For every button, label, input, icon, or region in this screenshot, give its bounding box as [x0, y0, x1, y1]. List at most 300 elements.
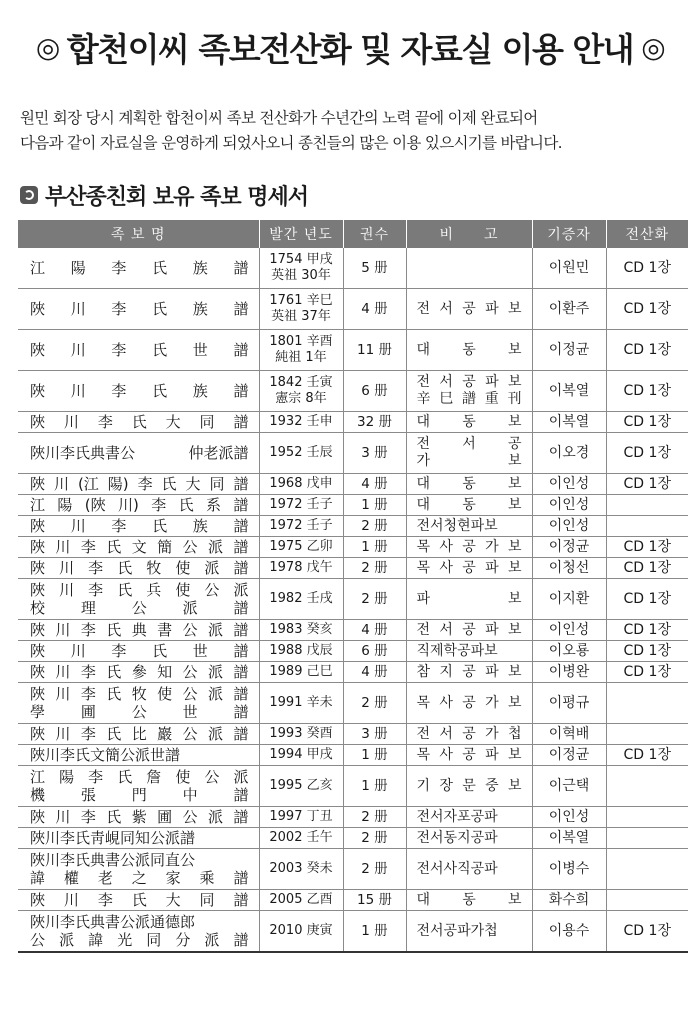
- text-segment: 公: [30, 931, 46, 949]
- cell-year: [259, 766, 343, 807]
- text-segment: 공: [462, 725, 476, 742]
- note-line: [417, 830, 522, 847]
- text-segment: 譜: [233, 663, 249, 681]
- cell-note: [406, 849, 532, 890]
- year-line: 憲宗 8年: [275, 391, 327, 406]
- text-segment: 川: [53, 475, 69, 493]
- text-segment: 보: [507, 777, 522, 794]
- text-segment: 파: [485, 621, 499, 638]
- table-header-row: [18, 220, 688, 248]
- year-line: 1993 癸酉: [269, 726, 333, 741]
- note-line: [417, 342, 522, 359]
- note-line: [417, 518, 522, 535]
- cell-note: [406, 890, 532, 911]
- name-line: [30, 891, 249, 909]
- intro-paragraph: [20, 106, 690, 156]
- cell-year: [259, 620, 343, 641]
- text-segment: 가: [485, 538, 499, 555]
- genealogy-table: [18, 220, 688, 953]
- year-line: 1761 辛巳: [269, 293, 333, 308]
- text-segment: 川: [55, 685, 71, 703]
- cell-digital: CD 1장: [606, 412, 688, 433]
- note-line: [417, 453, 522, 470]
- text-segment: 川: [70, 382, 86, 400]
- text-segment: 李: [80, 808, 96, 826]
- text-segment: 譜: [233, 642, 249, 660]
- text-segment: 派: [207, 621, 223, 639]
- text-segment: 서: [439, 374, 453, 390]
- cell-year: [259, 890, 343, 911]
- text-segment: 목: [416, 538, 431, 555]
- cell-name: [18, 558, 259, 579]
- table-row: [18, 289, 688, 330]
- text-segment: 同: [199, 413, 215, 431]
- cell-digital: [606, 766, 688, 807]
- text-segment: 李: [111, 382, 127, 400]
- cell-note: [406, 474, 532, 495]
- text-segment: 파: [416, 590, 431, 607]
- text-segment: 川: [63, 891, 79, 909]
- cell-note: [406, 807, 532, 828]
- text-segment: 전: [416, 621, 431, 638]
- cell-name: [18, 620, 259, 641]
- text-segment: 譜: [233, 621, 249, 639]
- note-line: [417, 809, 522, 826]
- cell-note: [406, 289, 532, 330]
- text-segment: 李: [97, 891, 113, 909]
- text-segment: 川: [59, 559, 75, 577]
- year-line: 1988 戊辰: [269, 643, 333, 658]
- cell-note: [406, 371, 532, 412]
- text-segment: 之: [131, 869, 147, 887]
- cell-year: [259, 662, 343, 683]
- year-line: 1952 壬辰: [269, 445, 333, 460]
- note-line: [417, 778, 522, 795]
- cell-name: [18, 890, 259, 911]
- text-segment: 大: [185, 475, 201, 493]
- name-line: [30, 869, 249, 887]
- text-segment: 使: [175, 559, 191, 577]
- text-segment: 大: [165, 413, 181, 431]
- text-segment: 氏: [178, 496, 194, 514]
- note-line: [417, 861, 522, 878]
- name-line: [30, 413, 249, 431]
- text-segment: 公: [204, 768, 220, 786]
- text-segment: 陜: [30, 663, 46, 681]
- cell-volumes: 15 册: [343, 890, 406, 911]
- text-segment: 派: [233, 581, 249, 599]
- text-segment: 川: [70, 300, 86, 318]
- text-segment: 譜: [233, 259, 249, 277]
- text-segment: 동: [462, 891, 476, 908]
- text-segment: 공: [462, 621, 476, 638]
- cell-note: [406, 433, 532, 474]
- text-segment: 譜: [233, 475, 249, 493]
- text-segment: 전서공파가첩: [416, 922, 498, 939]
- cell-donor: 이원민: [532, 248, 606, 289]
- text-segment: 氏: [106, 808, 122, 826]
- text-segment: 陽: [57, 496, 73, 514]
- text-segment: 圃: [157, 808, 173, 826]
- text-segment: 派: [207, 808, 223, 826]
- cell-digital: CD 1장: [606, 248, 688, 289]
- text-segment: 使: [157, 685, 173, 703]
- cell-name: [18, 474, 259, 495]
- table-row: [18, 807, 688, 828]
- text-segment: 氏: [117, 559, 133, 577]
- cell-volumes: 3 册: [343, 724, 406, 745]
- text-segment: 川: [70, 341, 86, 359]
- cell-volumes: 4 册: [343, 289, 406, 330]
- title-text: 합천이씨 족보전산화 및 자료실 이용 안내: [66, 29, 634, 69]
- cell-volumes: 2 册: [343, 579, 406, 620]
- cell-digital: [606, 495, 688, 516]
- year-line: 1995 乙亥: [269, 778, 333, 793]
- text-segment: 陜: [30, 341, 46, 359]
- text-segment: 전서청현파보: [416, 517, 498, 534]
- year-line: 1975 乙卯: [269, 539, 333, 554]
- cell-digital: CD 1장: [606, 558, 688, 579]
- text-segment: 川: [55, 808, 71, 826]
- text-segment: 刊: [507, 391, 522, 407]
- text-segment: 李: [111, 642, 127, 660]
- text-segment: 氏: [152, 642, 168, 660]
- cell-digital: CD 1장: [606, 289, 688, 330]
- cell-donor: 이혁배: [532, 724, 606, 745]
- text-segment: 兵: [146, 581, 162, 599]
- note-line: [417, 643, 522, 660]
- name-line: [30, 725, 249, 743]
- cell-volumes: 4 册: [343, 620, 406, 641]
- year-line: 1983 癸亥: [269, 622, 333, 637]
- cell-year: [259, 579, 343, 620]
- text-segment: 보: [507, 453, 522, 469]
- text-segment: 公: [204, 581, 220, 599]
- cell-note: [406, 620, 532, 641]
- year-line: 1801 辛酉: [269, 334, 333, 349]
- cell-note: [406, 828, 532, 849]
- year-line: 1978 戊午: [269, 560, 333, 575]
- text-segment: 氏: [152, 341, 168, 359]
- text-segment: 派: [182, 599, 198, 617]
- cell-year: [259, 248, 343, 289]
- text-segment: 公: [182, 725, 198, 743]
- text-segment: 公: [182, 685, 198, 703]
- text-segment: 氏: [106, 663, 122, 681]
- cell-donor: 이근택: [532, 766, 606, 807]
- name-line: [30, 599, 249, 617]
- text-segment: 族: [192, 259, 208, 277]
- table-row: [18, 248, 688, 289]
- cell-note: [406, 745, 532, 766]
- text-segment: 대: [416, 496, 431, 513]
- cell-name: [18, 495, 259, 516]
- text-segment: 목: [416, 746, 431, 763]
- header-name: 족 보 명: [18, 220, 259, 248]
- note-line: [417, 591, 522, 608]
- cell-year: [259, 724, 343, 745]
- text-segment: 分: [175, 931, 191, 949]
- cell-year: [259, 911, 343, 953]
- cell-name: [18, 683, 259, 724]
- text-segment: 諱: [88, 931, 104, 949]
- table-row: [18, 745, 688, 766]
- year-line: 1932 壬申: [269, 414, 333, 429]
- cell-digital: CD 1장: [606, 371, 688, 412]
- cell-volumes: 2 册: [343, 807, 406, 828]
- text-segment: 譜: [462, 391, 476, 407]
- text-segment: 諱: [30, 869, 46, 887]
- name-line: [30, 931, 249, 949]
- text-segment: 同: [146, 931, 162, 949]
- text-segment: 譜: [233, 496, 249, 514]
- intro-line: 다음과 같이 자료실을 운영하게 되었사오니 종친들의 많은 이용 있으시기를 바랍니다.: [20, 134, 562, 152]
- text-segment: 氏: [152, 382, 168, 400]
- text-segment: 川): [118, 496, 139, 514]
- text-segment: 中: [182, 786, 198, 804]
- text-segment: 譜: [233, 382, 249, 400]
- text-segment: 공: [462, 559, 476, 576]
- cell-donor: 화수희: [532, 890, 606, 911]
- cell-donor: 이인성: [532, 807, 606, 828]
- note-line: [417, 497, 522, 514]
- cell-name: [18, 289, 259, 330]
- text-segment: 重: [484, 391, 499, 407]
- text-segment: 比: [131, 725, 147, 743]
- cell-digital: [606, 724, 688, 745]
- text-segment: 家: [165, 869, 181, 887]
- note-line: [417, 414, 522, 431]
- text-segment: 氏: [106, 538, 122, 556]
- text-segment: 공: [462, 538, 476, 555]
- text-segment: 張: [80, 786, 96, 804]
- text-segment: 門: [131, 786, 147, 804]
- text-segment: 機: [30, 786, 46, 804]
- cell-donor: 이오룡: [532, 641, 606, 662]
- text-segment: 公: [182, 663, 198, 681]
- cell-donor: 이오경: [532, 433, 606, 474]
- name-line: [30, 663, 249, 681]
- year-line: 1754 甲戌: [269, 252, 333, 267]
- year-line: 1994 甲戌: [269, 747, 333, 762]
- cell-digital: CD 1장: [606, 433, 688, 474]
- cell-volumes: 2 册: [343, 516, 406, 537]
- text-segment: 대: [416, 341, 431, 358]
- name-line: [30, 259, 249, 277]
- text-segment: 공: [462, 694, 476, 711]
- text-segment: 전서동지공파: [416, 829, 498, 846]
- text-segment: 川: [55, 538, 71, 556]
- year-line: 1968 戊申: [269, 476, 333, 491]
- text-segment: 李: [151, 496, 167, 514]
- text-segment: 李: [80, 621, 96, 639]
- name-line: [30, 746, 249, 764]
- text-segment: 보: [507, 496, 522, 513]
- table-row: [18, 828, 688, 849]
- cell-year: [259, 849, 343, 890]
- table-row: [18, 911, 688, 953]
- text-segment: 李: [137, 475, 153, 493]
- text-segment: 李: [80, 725, 96, 743]
- cell-name: [18, 911, 259, 953]
- name-line: [30, 444, 249, 462]
- cell-volumes: 32 册: [343, 412, 406, 433]
- cell-volumes: 6 册: [343, 641, 406, 662]
- text-segment: 譜: [233, 891, 249, 909]
- cell-donor: 이복열: [532, 371, 606, 412]
- year-line: 2002 壬午: [269, 830, 333, 845]
- cell-donor: 이병완: [532, 662, 606, 683]
- text-segment: 譜: [233, 538, 249, 556]
- text-segment: 川: [63, 413, 79, 431]
- cell-note: [406, 516, 532, 537]
- text-segment: 譜: [233, 300, 249, 318]
- text-segment: 氏: [131, 891, 147, 909]
- cell-year: [259, 745, 343, 766]
- text-segment: 보: [507, 300, 522, 317]
- name-line: [30, 642, 249, 660]
- text-segment: 보: [507, 621, 522, 638]
- note-line: [417, 747, 522, 764]
- text-segment: 譜: [233, 517, 249, 535]
- name-line: [30, 581, 249, 599]
- text-segment: 기: [416, 777, 431, 794]
- text-segment: 보: [507, 891, 522, 908]
- text-segment: 중: [485, 777, 499, 794]
- cell-digital: CD 1장: [606, 745, 688, 766]
- page-title: [0, 12, 700, 82]
- text-segment: 陜川李氏典書公派同直公: [30, 851, 196, 869]
- cell-year: [259, 641, 343, 662]
- cell-donor: 이청선: [532, 558, 606, 579]
- table-row: [18, 433, 688, 474]
- text-segment: 가: [485, 694, 499, 711]
- text-segment: 陜: [30, 621, 46, 639]
- text-segment: 陜: [30, 475, 46, 493]
- text-segment: 陜: [30, 581, 46, 599]
- text-segment: 陜: [30, 517, 46, 535]
- section-bullet-icon: [20, 186, 38, 204]
- year-line: 2003 癸未: [269, 861, 333, 876]
- text-segment: 同: [199, 891, 215, 909]
- text-segment: 동: [462, 341, 476, 358]
- name-line: [30, 808, 249, 826]
- text-segment: 譜: [233, 599, 249, 617]
- text-segment: 公: [131, 703, 147, 721]
- text-segment: 詹: [146, 768, 162, 786]
- cell-year: [259, 289, 343, 330]
- text-segment: 譜: [233, 725, 249, 743]
- cell-name: [18, 662, 259, 683]
- table-row: [18, 558, 688, 579]
- cell-digital: CD 1장: [606, 911, 688, 953]
- text-segment: 사: [439, 694, 453, 711]
- text-segment: 書: [157, 621, 173, 639]
- text-segment: 族: [192, 300, 208, 318]
- text-segment: 光: [117, 931, 133, 949]
- cell-donor: 이정균: [532, 745, 606, 766]
- cell-year: [259, 495, 343, 516]
- cell-digital: [606, 683, 688, 724]
- text-segment: 派: [207, 538, 223, 556]
- text-segment: 譜: [233, 869, 249, 887]
- note-line: [417, 664, 522, 681]
- cell-year: [259, 412, 343, 433]
- cell-digital: CD 1장: [606, 579, 688, 620]
- text-segment: 族: [192, 382, 208, 400]
- text-segment: 참: [416, 663, 431, 680]
- header-year: 발간 년도: [259, 220, 343, 248]
- cell-volumes: 4 册: [343, 474, 406, 495]
- text-segment: 氏: [106, 685, 122, 703]
- name-line: [30, 475, 249, 493]
- cell-volumes: 11 册: [343, 330, 406, 371]
- cell-digital: [606, 849, 688, 890]
- cell-name: [18, 537, 259, 558]
- cell-donor: 이병수: [532, 849, 606, 890]
- text-segment: 파: [485, 374, 499, 390]
- text-segment: 사: [439, 538, 453, 555]
- note-line: [417, 436, 522, 453]
- text-segment: 파: [485, 300, 499, 317]
- cell-name: [18, 828, 259, 849]
- name-line: [30, 517, 249, 535]
- text-segment: 氏: [117, 581, 133, 599]
- text-segment: 江: [30, 768, 46, 786]
- cell-name: [18, 371, 259, 412]
- text-segment: 李: [111, 259, 127, 277]
- text-segment: 서: [439, 621, 453, 638]
- cell-year: [259, 558, 343, 579]
- text-segment: 가: [416, 453, 431, 469]
- text-segment: 李: [111, 341, 127, 359]
- text-segment: 전: [416, 725, 431, 742]
- cell-volumes: 6 册: [343, 371, 406, 412]
- header-volumes: 권수: [343, 220, 406, 248]
- table-row: [18, 724, 688, 745]
- cell-digital: CD 1장: [606, 662, 688, 683]
- text-segment: 辛: [416, 391, 431, 407]
- cell-volumes: 2 册: [343, 849, 406, 890]
- text-segment: 陜: [30, 538, 46, 556]
- text-segment: 派: [204, 559, 220, 577]
- text-segment: 李: [80, 538, 96, 556]
- cell-note: [406, 911, 532, 953]
- text-segment: 陽: [59, 768, 75, 786]
- cell-note: [406, 495, 532, 516]
- text-segment: 보: [507, 663, 522, 680]
- year-line: 1972 壬子: [269, 497, 333, 512]
- cell-volumes: 5 册: [343, 248, 406, 289]
- text-segment: 陜: [30, 300, 46, 318]
- text-segment: 전서자포공파: [416, 808, 498, 825]
- table-row: [18, 474, 688, 495]
- year-line: 2010 庚寅: [269, 923, 333, 938]
- note-line: [417, 476, 522, 493]
- section-title: 부산종친회 보유 족보 명세서: [45, 184, 309, 210]
- cell-name: [18, 330, 259, 371]
- name-line: [30, 913, 249, 931]
- text-segment: 李: [88, 768, 104, 786]
- text-segment: 氏: [106, 621, 122, 639]
- cell-volumes: 1 册: [343, 745, 406, 766]
- text-segment: 公: [182, 808, 198, 826]
- text-segment: 派: [204, 931, 220, 949]
- text-segment: 校: [30, 599, 46, 617]
- cell-donor: 이용수: [532, 911, 606, 953]
- text-segment: 목: [416, 694, 431, 711]
- table-row: [18, 537, 688, 558]
